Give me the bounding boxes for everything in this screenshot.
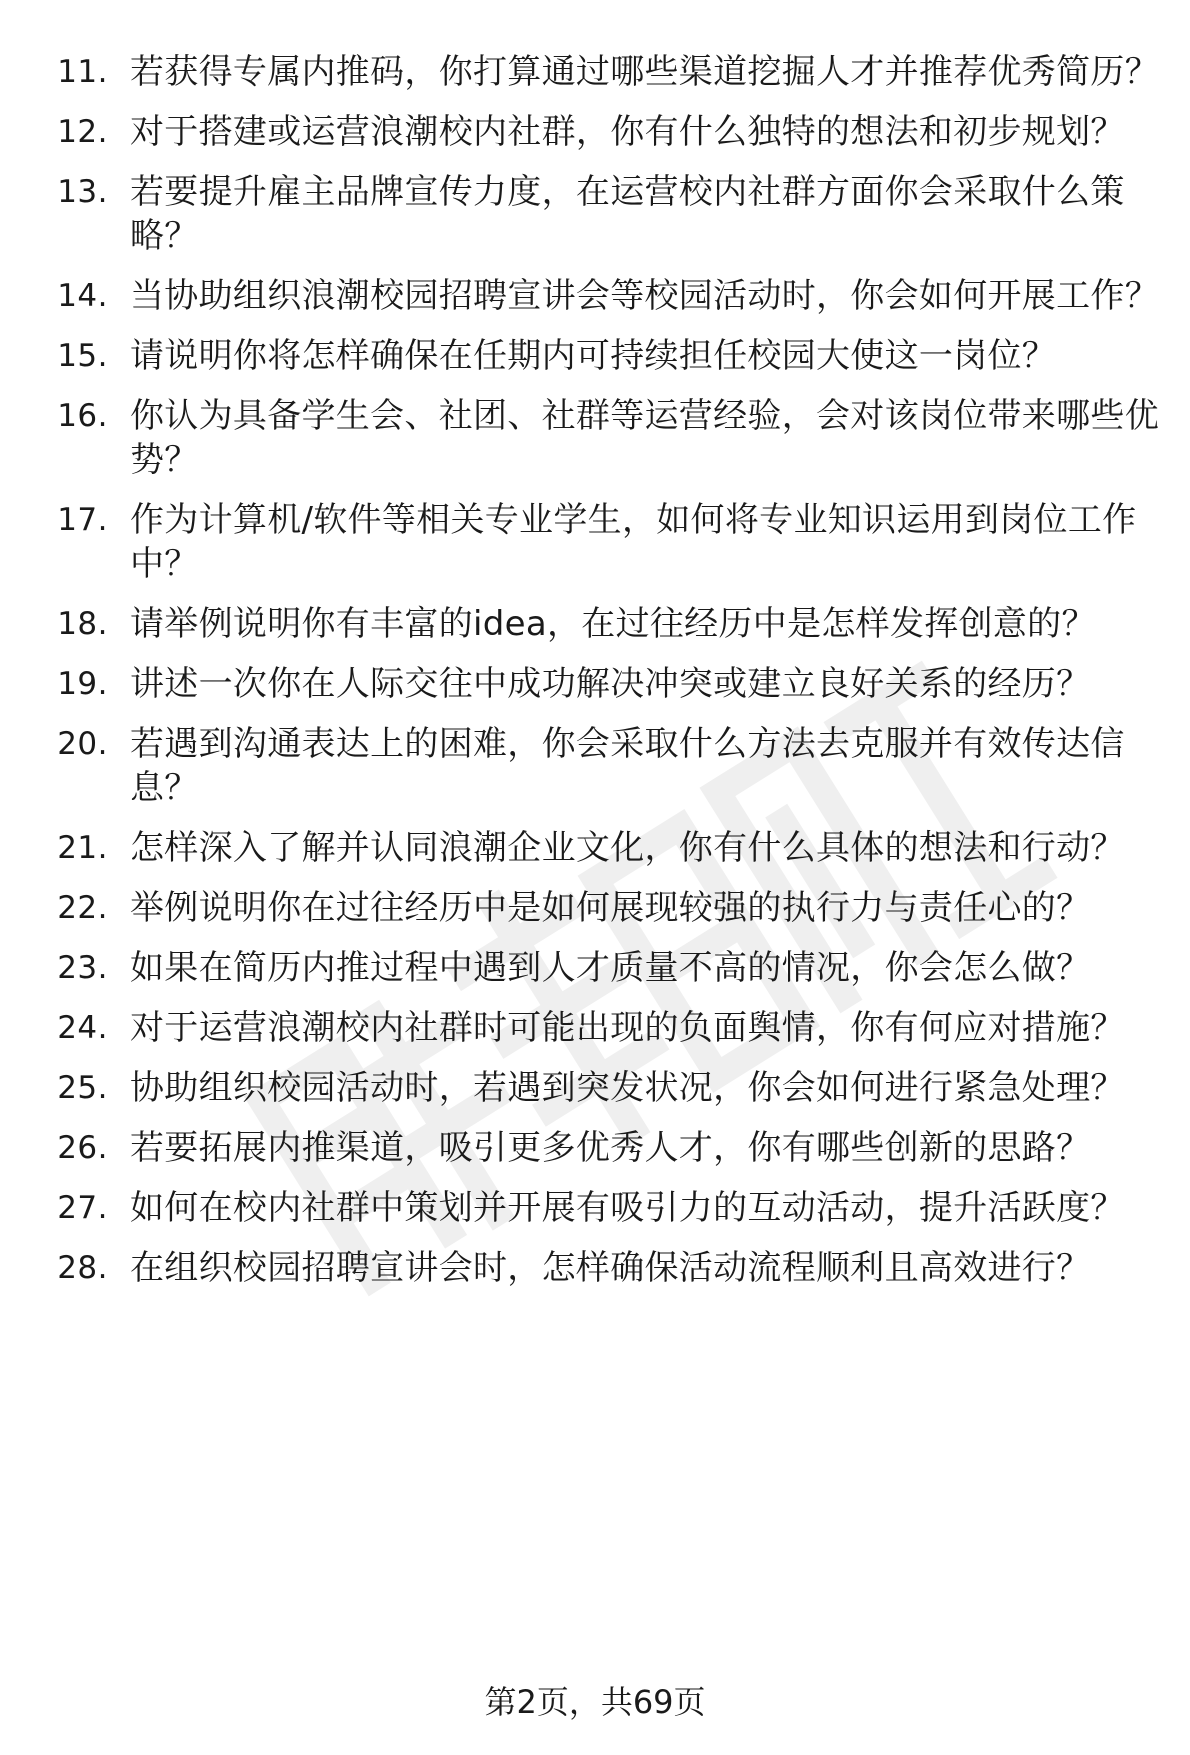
question-item [0, 274, 1190, 318]
question-item [0, 394, 1190, 482]
question-number: 17. [57, 502, 108, 538]
question-text: 如果在简历内推过程中遇到人才质量不高的情况，你会怎么做？ [130, 948, 1091, 988]
question-number: 12. [57, 114, 108, 150]
question-text: 举例说明你在过往经历中是如何展现较强的执行力与责任心的？ [130, 888, 1091, 928]
question-number: 14. [57, 278, 108, 314]
question-item [0, 170, 1190, 258]
question-number: 11. [57, 54, 108, 90]
question-item [0, 1186, 1190, 1230]
question-text: 讲述一次你在人际交往中成功解决冲突或建立良好关系的经历？ [130, 664, 1091, 704]
question-item [0, 886, 1190, 930]
question-text: 作为计算机/软件等相关专业学生，如何将专业知识运用到岗位工作中？ [130, 500, 1137, 584]
question-number: 24. [57, 1010, 108, 1046]
page-number: 第2页，共69页 [484, 1683, 706, 1721]
question-item [0, 1246, 1190, 1290]
question-text: 若要拓展内推渠道，吸引更多优秀人才，你有哪些创新的思路？ [130, 1128, 1091, 1168]
question-number: 25. [57, 1070, 108, 1106]
question-item [0, 1006, 1190, 1050]
question-item [0, 602, 1190, 646]
question-number: 21. [57, 830, 108, 866]
question-text: 若遇到沟通表达上的困难，你会采取什么方法去克服并有效传达信息？ [130, 724, 1125, 808]
question-text: 请说明你将怎样确保在任期内可持续担任校园大使这一岗位？ [130, 336, 1057, 376]
question-text: 怎样深入了解并认同浪潮企业文化，你有什么具体的想法和行动？ [130, 828, 1125, 868]
question-item [0, 334, 1190, 378]
question-text: 对于运营浪潮校内社群时可能出现的负面舆情，你有何应对措施？ [130, 1008, 1125, 1048]
question-text: 在组织校园招聘宣讲会时，怎样确保活动流程顺利且高效进行？ [130, 1248, 1091, 1288]
question-number: 23. [57, 950, 108, 986]
question-number: 22. [57, 890, 108, 926]
question-text: 若要提升雇主品牌宣传力度，在运营校内社群方面你会采取什么策略？ [130, 172, 1125, 256]
question-item [0, 662, 1190, 706]
question-text: 请举例说明你有丰富的idea，在过往经历中是怎样发挥创意的？ [130, 604, 1096, 644]
question-text: 你认为具备学生会、社团、社群等运营经验，会对该岗位带来哪些优势？ [130, 396, 1159, 480]
question-list [0, 50, 1190, 1306]
question-number: 19. [57, 666, 108, 702]
question-item [0, 946, 1190, 990]
question-item [0, 50, 1190, 94]
question-number: 13. [57, 174, 108, 210]
question-text: 如何在校内社群中策划并开展有吸引力的互动活动，提升活跃度？ [130, 1188, 1125, 1228]
question-text: 若获得专属内推码，你打算通过哪些渠道挖掘人才并推荐优秀简历？ [130, 52, 1159, 92]
question-text: 当协助组织浪潮校园招聘宣讲会等校园活动时，你会如何开展工作？ [130, 276, 1159, 316]
question-number: 18. [57, 606, 108, 642]
question-number: 15. [57, 338, 108, 374]
question-number: 27. [57, 1190, 108, 1226]
question-item [0, 110, 1190, 154]
question-number: 28. [57, 1250, 108, 1286]
question-item [0, 826, 1190, 870]
question-item [0, 1066, 1190, 1110]
question-text: 对于搭建或运营浪潮校内社群，你有什么独特的想法和初步规划？ [130, 112, 1125, 152]
question-item [0, 722, 1190, 810]
question-number: 26. [57, 1130, 108, 1166]
question-item [0, 498, 1190, 586]
question-text: 协助组织校园活动时，若遇到突发状况，你会如何进行紧急处理？ [130, 1068, 1125, 1108]
question-item [0, 1126, 1190, 1170]
question-number: 16. [57, 398, 108, 434]
question-number: 20. [57, 726, 108, 762]
